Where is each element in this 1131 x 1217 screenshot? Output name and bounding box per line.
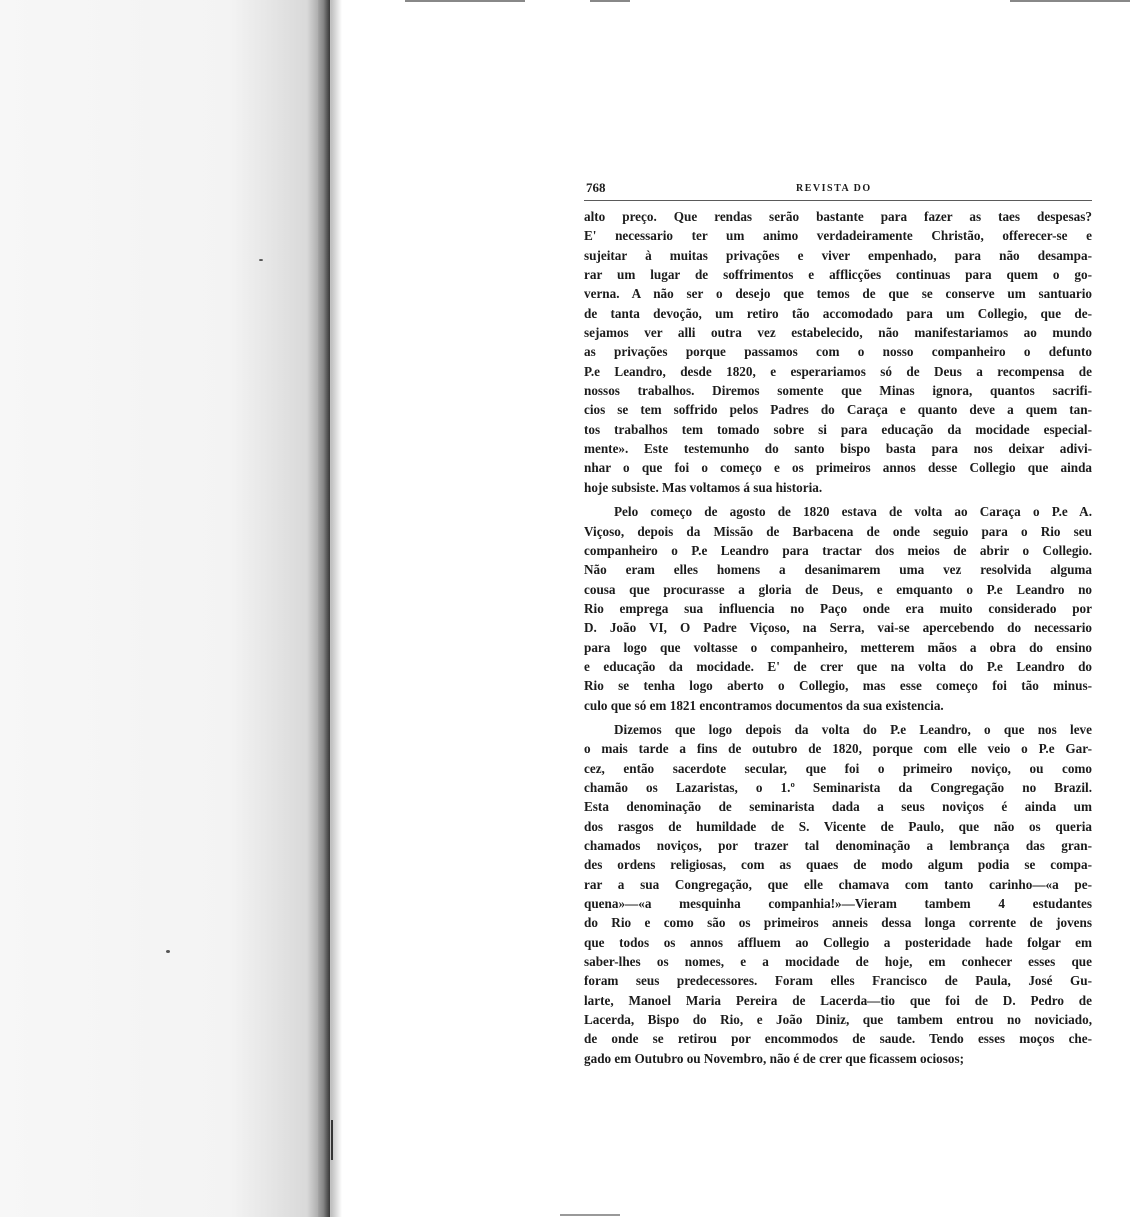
text-line: foram seus predecessores. Foram elles Francisco de Paula, José Gu-	[584, 973, 1092, 989]
page-edge-mark	[331, 1120, 333, 1160]
text-line: Pelo começo de agosto de 1820 estava de volta ao Caraça o P.e A.	[614, 504, 1092, 520]
paragraph	[584, 207, 1092, 497]
text-line: hoje subsiste. Mas voltamos á sua historia.	[584, 479, 823, 495]
text-line: Lacerda, Bispo do Rio, e João Diniz, que tambem entrou no noviciado,	[584, 1012, 1092, 1028]
scan-speck	[259, 259, 263, 261]
journal-title: REVISTA DO	[796, 183, 872, 194]
text-line: sujeitar à muitas privações e viver empenhado, para não desampa-	[584, 247, 1092, 263]
text-line: Esta denominação de seminarista dada a seus noviços é ainda um	[584, 799, 1092, 815]
scan-speck	[166, 950, 170, 953]
text-line: tos trabalhos tem tomado sobre si para educação da mocidade especial-	[584, 421, 1092, 437]
text-line: saber-lhes os nomes, e a mocidade de hoje, em conhecer esses que	[584, 954, 1092, 970]
text-line: gado em Outubro ou Novembro, não é de crer que ficassem ociosos;	[584, 1050, 964, 1066]
scan-artifact	[1010, 0, 1130, 2]
text-line: E' necessario ter um animo verdadeiramente Christão, offerecer-se e	[584, 228, 1092, 244]
text-line: e educação da mocidade. E' de crer que na volta do P.e Leandro do	[584, 658, 1092, 674]
text-line: cios se tem soffrido pelos Padres do Caraça e quanto deve a quem tan-	[584, 402, 1092, 418]
blank-left-page	[0, 0, 330, 1217]
text-line: larte, Manoel Maria Pereira de Lacerda—tio que foi de D. Pedro de	[584, 992, 1092, 1008]
text-line: verna. A não ser o desejo que temos de que se conserve um santuario	[584, 286, 1092, 302]
text-line: D. João VI, O Padre Viçoso, na Serra, vai-se apercebendo do necessario	[584, 620, 1092, 636]
text-line: Rio emprega sua influencia no Paço onde era muito considerado por	[584, 600, 1092, 616]
text-line: Rio se tenha logo aberto o Collegio, mas esse começo foi tão minus-	[584, 678, 1092, 694]
text-line: rar um lugar de soffrimentos e afflicções continuas para quem o go-	[584, 267, 1092, 283]
page-number: 768	[586, 180, 606, 195]
text-line: Viçoso, depois da Missão de Barbacena de onde seguio para o Rio seu	[584, 523, 1092, 539]
book-gutter-shadow	[318, 0, 342, 1217]
text-line: dos rasgos de humildade de S. Vicente de Paulo, que não os queria	[584, 818, 1092, 834]
text-line: cousa que procurasse a gloria de Deus, e emquanto o P.e Leandro no	[584, 581, 1092, 597]
text-line: nhar o que foi o começo e os primeiros annos desse Collegio que ainda	[584, 460, 1092, 476]
text-line: alto preço. Que rendas serão bastante para fazer as taes despesas?	[584, 209, 1092, 224]
text-line: as privações porque passamos com o nosso companheiro o defunto	[584, 344, 1092, 360]
paragraph	[584, 502, 1092, 715]
text-line: o mais tarde a fins de outubro de 1820, porque com elle veio o P.e Gar-	[584, 741, 1092, 757]
text-line: Dizemos que logo depois da volta do P.e Leandro, o que nos leve	[614, 721, 1092, 737]
text-line: quena»—«a mesquinha companhia!»—Vieram tambem 4 estudantes	[584, 896, 1092, 912]
text-line: Não eram elles homens a desanimarem uma vez resolvida alguma	[584, 562, 1092, 578]
text-line: chamados noviços, por trazer tal denominação a lembrança das gran-	[584, 838, 1092, 853]
text-line: rar a sua Congregação, que elle chamava com tanto carinho—«a pe-	[584, 876, 1092, 892]
text-line: mente». Este testemunho do santo bispo basta para nos deixar adivi-	[584, 441, 1092, 457]
text-line: sejamos ver alli outra vez estabelecido, não manifestariamos ao mundo	[584, 325, 1092, 341]
text-line: companheiro o P.e Leandro para tractar dos meios de abrir o Collegio.	[584, 542, 1092, 558]
text-line: cez, então sacerdote secular, que foi o primeiro noviço, ou como	[584, 760, 1092, 776]
body-text	[584, 207, 1092, 1068]
text-line: des ordens religiosas, com as quaes de modo algum podia se compa-	[584, 857, 1092, 873]
text-line: culo que só em 1821 encontramos documentos da sua existencia.	[584, 697, 944, 713]
text-line: nossos trabalhos. Diremos somente que Minas ignora, quantos sacrifi-	[584, 383, 1092, 399]
running-head	[584, 178, 1092, 201]
text-line: P.e Leandro, desde 1820, e esperariamos só de Deus a recompensa de	[584, 363, 1092, 379]
scan-artifact	[590, 0, 630, 2]
text-line: para logo que voltasse o companheiro, metterem mãos a obra do ensino	[584, 639, 1092, 655]
text-line: que todos os annos affluem ao Collegio a posteridade hade folgar em	[584, 934, 1092, 950]
text-line: de tanta devoção, um retiro tão accomodado para um Collegio, que de-	[584, 305, 1092, 321]
scan-artifact	[560, 1214, 620, 1216]
scan-artifact	[405, 0, 525, 2]
text-line: do Rio e como são os primeiros anneis dessa longa corrente de jovens	[584, 915, 1092, 931]
text-line: de onde se retirou por encommodos de saude. Tendo esses moços che-	[584, 1031, 1092, 1047]
text-page	[584, 178, 1092, 1068]
paragraph	[584, 720, 1092, 1068]
text-line: chamão os Lazaristas, o 1.º Seminarista da Congregação no Brazil.	[584, 779, 1092, 795]
